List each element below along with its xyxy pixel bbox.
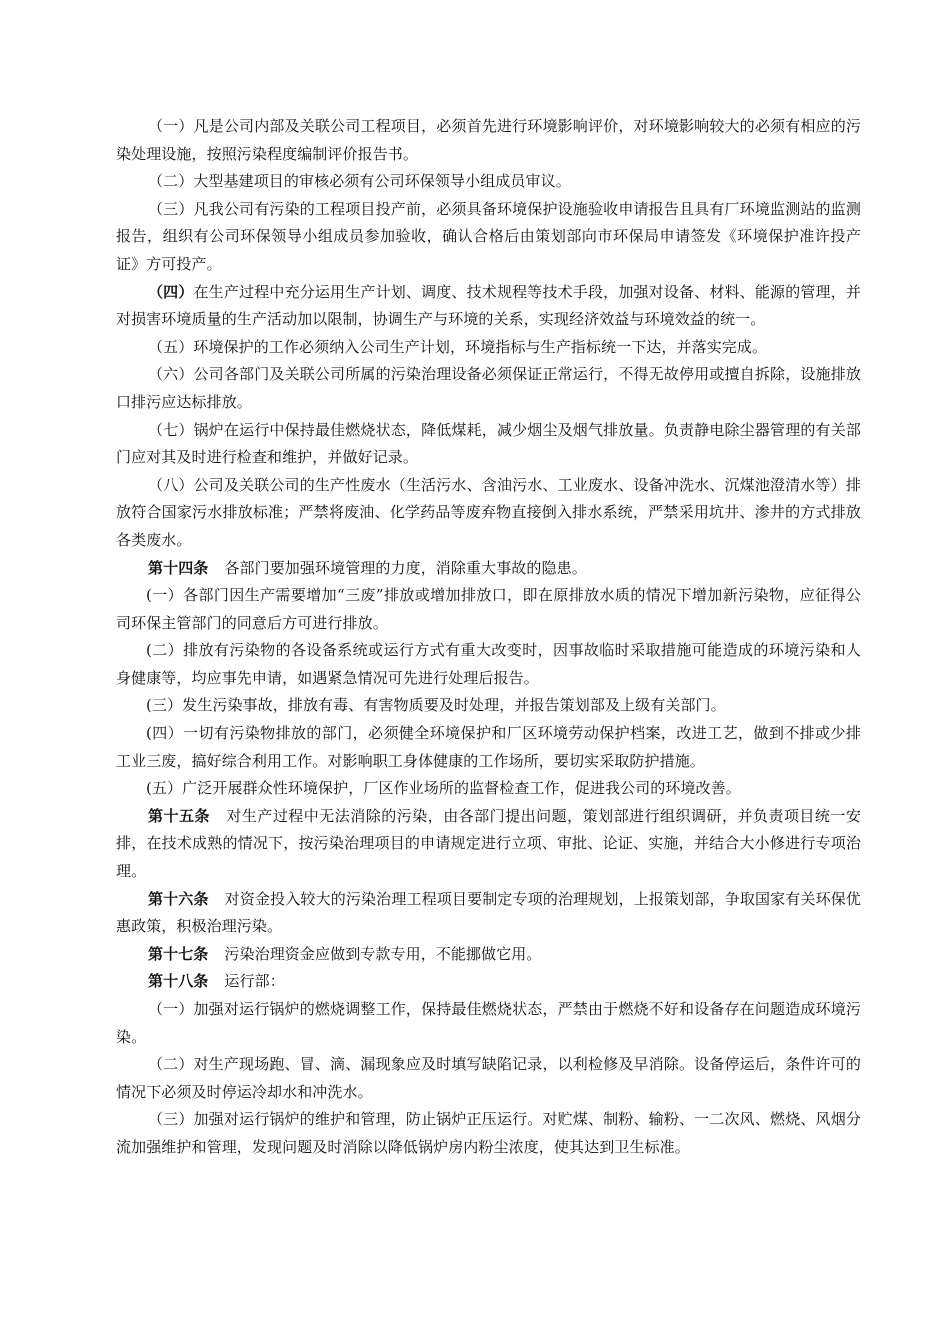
- paragraph-item-16: （三）加强对运行锅炉的维护和管理，防止锅炉正压运行。对贮煤、制粉、输粉、一二次风、燃烧、风烟分流加强维护和管理，发现问题及时消除以降低锅炉房内粉尘浓度，使其达到卫生标准。: [116, 1110, 861, 1156]
- article-14: [116, 555, 861, 583]
- article-17-text: 污染治理资金应做到专款专用，不能挪做它用。: [224, 944, 542, 963]
- paragraph-item-13: (五）广泛开展群众性环境保护，厂区作业场所的监督检查工作，促进我公司的环境改善。: [146, 779, 741, 798]
- paragraph-item-4-text: 在生产过程中充分运用生产计划、调度、技术规程等技术手段，加强对设备、材料、能源的管理，并对损害环境质量的生产活动加以限制，协调生产与环境的关系，实现经济效益与环境效益的统一。: [116, 282, 861, 329]
- paragraph-item-3: （三）凡我公司有污染的工程项目投产前，必须具备环境保护设施验收申请报告且具有厂环境监测站的监测报告，组织有公司环保领导小组成员参加验收，确认合格后由策划部向市环保局申请签发《环境保护准许投产证》方可投产。: [116, 199, 861, 273]
- article-17-title: 第十七条: [148, 944, 209, 963]
- article-14-title: 第十四条: [148, 558, 209, 577]
- paragraph-item-9: (一）各部门因生产需要增加“三废”排放或增加排放口，即在原排放水质的情况下增加新污染物，应征得公司环保主管部门的同意后方可进行排放。: [116, 586, 861, 632]
- paragraph-item-8: （八）公司及关联公司的生产性废水（生活污水、含油污水、工业废水、设备冲洗水、沉煤池澄清水等）排放符合国家污水排放标准；严禁将废油、化学药品等废弃物直接倒入排水系统，严禁采用坑井、渗井的方式排放各类废水。: [116, 475, 861, 549]
- article-18-text: 运行部：: [224, 972, 285, 991]
- article-15-title: 第十五条: [148, 806, 210, 825]
- document-body: [116, 113, 861, 1162]
- article-16: [116, 886, 861, 941]
- paragraph-item-2: （二）大型基建项目的审核必须有公司环保领导小组成员审议。: [148, 172, 571, 191]
- article-16-title: 第十六条: [148, 889, 209, 908]
- paragraph-item-7: （七）锅炉在运行中保持最佳燃烧状态，降低煤耗，减少烟尘及烟气排放量。负责静电除尘器管理的有关部门应对其及时进行检查和维护，并做好记录。: [116, 420, 861, 467]
- paragraph-item-6: （六）公司各部门及关联公司所属的污染治理设备必须保证正常运行，不得无故停用或擅自拆除，设施排放口排污应达标排放。: [116, 365, 861, 411]
- paragraph-item-4: [116, 279, 861, 334]
- article-18-title: 第十八条: [148, 972, 209, 991]
- paragraph-item-14: （一）加强对运行锅炉的燃烧调整工作，保持最佳燃烧状态，严禁由于燃烧不好和设备存在问题造成环境污染。: [116, 1000, 861, 1046]
- article-15: [116, 803, 861, 886]
- paragraph-item-4-number: （四）: [148, 282, 194, 301]
- paragraph-item-11: (三）发生污染事故，排放有毒、有害物质要及时处理，并报告策划部及上级有关部门。: [146, 696, 726, 715]
- paragraph-item-10: (二）排放有污染物的各设备系统或运行方式有重大改变时，因事故临时采取措施可能造成的环境污染和人身健康等，均应事先申请，如遇紧急情况可先进行处理后报告。: [116, 641, 861, 687]
- paragraph-item-1: （一）凡是公司内部及关联公司工程项目，必须首先进行环境影响评价，对环境影响较大的必须有相应的污染处理设施，按照污染程度编制评价报告书。: [116, 117, 861, 163]
- article-14-text: 各部门要加强环境管理的力度，消除重大事故的隐患。: [224, 558, 587, 577]
- article-16-text: 对资金投入较大的污染治理工程项目要制定专项的治理规划，上报策划部，争取国家有关环保优惠政策，积极治理污染。: [116, 889, 861, 936]
- paragraph-item-12: (四）一切有污染物排放的部门，必须健全环境保护和厂区环境劳动保护档案，改进工艺，做到不排或少排工业三废，搞好综合利用工作。对影响职工身体健康的工作场所，要切实采取防护措施。: [116, 724, 861, 770]
- paragraph-item-15: （二）对生产现场跑、冒、滴、漏现象应及时填写缺陷记录，以利检修及早消除。设备停运后，条件许可的情况下必须及时停运冷却水和冲洗水。: [116, 1055, 861, 1101]
- article-17: [116, 941, 861, 969]
- article-15-text: 对生产过程中无法消除的污染，由各部门提出问题，策划部进行组织调研，并负责项目统一安排，在技术成熟的情况下，按污染治理项目的申请规定进行立项、审批、论证、实施，并结合大小修进行专项治理。: [116, 806, 862, 881]
- article-18: [116, 968, 861, 996]
- paragraph-item-5: （五）环境保护的工作必须纳入公司生产计划，环境指标与生产指标统一下达，并落实完成。: [148, 337, 768, 356]
